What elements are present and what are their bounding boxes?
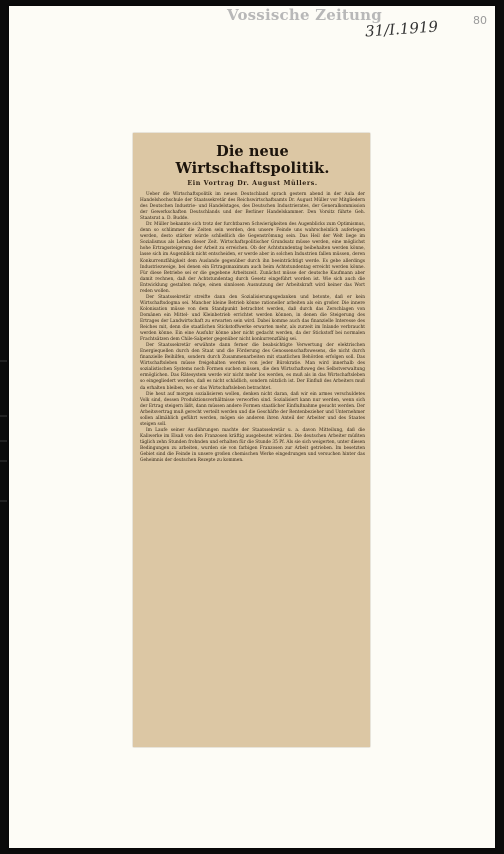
punch-hole-mark: [0, 460, 7, 462]
article-title: Die neue Wirtschaftspolitik.: [175, 143, 330, 177]
newspaper-clipping: [133, 133, 370, 747]
article-paragraph: Ueber die Wirtschaftspolitik im neuen Deutschland sprach gestern abend in der Aula der Handelshochschule der Staatssekretär des Reichswirtschaftsamts Dr. August Müller vor Mitgliedern des Deutschen Industrie- und Handelstages, des Deutschen Industrierates, der Generalkommission der Gewerkschaften Deutschlands und der Berliner Handelskammer. Den Vorsitz führte Geh. Staatsrat a. D. Budde.: [140, 192, 365, 222]
article-subtitle: Ein Vortrag Dr. August Müllers.: [187, 180, 318, 187]
article-paragraph: Im Laufe seiner Ausführungen machte der Staatssekretär u. a. davon Mitteilung, daß die Kaliwerke im Elsaß von den Franzosen kräftig ausgebeutet würden. Die deutschen Arbeiter müßten täglich zehn Stunden frohnden und erhalten für die Stunde 35 Pf. Als sie sich weigerten, unter diesen Bedingungen zu arbeiten, wurden sie von farbigen Franzosen zur Arbeit getrieben. Im besetzten Gebiet sind die Feinde in unsere großen chemischen Werke eingedrungen und versuchen hinter das Geheimnis der deutschen Rezepte zu kommen.: [140, 427, 365, 464]
punch-hole-mark: [0, 500, 7, 502]
clipping-content: [133, 133, 370, 468]
handwritten-date: 31/I.1919: [364, 17, 439, 41]
article-paragraph: Der Staatssekretär streifte dann den Sozialisierungsgedanken und betonte, daß er kein Wirtschaftsdogma sei. Mancher kleine Betrieb könne rationeller arbeiten als ein großer. Die innere Kolonisation müsse von dem Standpunkt betrachtet werden, daß durch das Zerschlagen von Domänen ein Mittel- und Kleinbetrieb errichtet werden können, in denen die Steigerung des Ertrages der Landwirtschaft zu erwarten sein wird. Dabei komme auch das finanzielle Interesse des Reiches mit, denn die staatlichen Stickstoffwerke erwarten mehr, als zurzeit im Inlande verbraucht werden könne. Ein eine Ausfuhr könne aber nicht gedacht werden, da der Stickstoff bei normalen Frachtsätzen dem Chile-Salpeter gegenüber nicht konkurrenzfähig sei.: [140, 294, 365, 343]
newspaper-stamp: Vossische Zeitung: [227, 6, 382, 24]
archive-sheet: [9, 6, 495, 848]
article-paragraph: Dr. Müller bekannte sich trotz der furchtbaren Schwierigkeiten des Augenblicks zum Optimismus, denn so schlimmer die Zeiten sein werden, den unsere Feinde uns wahrscheinlich auferlegen werden, desto stärker würde schließlich die Gegenströmung sein. Das Heil der Welt liege im Sozialismus als Leben dieser Zeit. Wirtschaftspolitischer Grundsatz müsse werden, eine möglichst hohe Ertragssteigerung der Arbeit zu erreichen. Ob der Achtstundentag beibehalten werden könne, lasse sich im Augenblick nicht entscheiden, er werde aber in solchen Industrien fallen müssen, deren Konkurrenzfähigkeit dem Auslande gegenüber durch ihn beeinträchtigt werde. Es gebe allerdings Industriezweige, bei denen ein Ertragsmaximum auch beim Achtstundentag erreicht werden könne. Für diese Betriebe sei er die gegebene Arbeitszeit. Zunächst müsse der deutsche Kaufmann aber damit rechnen, daß der Achtstundentag durch Gesetz eingeführt worden ist. Wie sich auch die Entwicklung gestalten möge, einen sinnlosen Ausnutzung der Arbeitskraft wird keiner das Wort reden wollen.: [140, 222, 365, 294]
punch-hole-mark: [0, 440, 7, 442]
article-paragraph: Die heut auf morgen sozialisieren wollen, denken nicht daran, daß wir ein armes verschuldetes Volk sind, dessen Produktionsverhältnisse verworfen sind. Sozialisiert kann nur werden, wenn sich der Ertrag steigern läßt, dann müssen andere Formen staatlicher Einflußnahme gesucht werden. Der Arbeitsvertrag muß gerecht verteilt werden und die Geschäfte der Rentenbezieher und Unternehmer sollen allmählich geführt werden, mögen sie anderen ihren Anteil der Arbeiter und des Staates steigen soll.: [140, 391, 365, 427]
punch-hole-mark: [0, 415, 7, 417]
article-paragraph: Der Staatssekretär erwähnte dann ferner die beabsichtigte Verwertung der elektrischen Energiequellen durch den Staat und die Förderung des Genossenschaftswesens, die nicht durch finanzielle Beihilfen, sondern durch Zusammenarbeiten mit staatlichen Behörden erfolgen soll. Das Wirtschaftsleben müsse freigehalten werden von jeder Bürokratie. Man wird innerhalb des sozialistischen Systems noch Formen suchen müssen, die den Wirtschaftsweg des Selbstverwaltung ermöglichen. Das Rätesystem werde wir nicht mehr los werden, es muß als in das Wirtschaftsleben so eingegliedert werden, daß es nicht schädlich, sondern nützlich ist. Der Einfluß des Arbeiters muß da erhalten bleiben, wo er das Wirtschaftsleben betrachtet.: [140, 343, 365, 391]
punch-hole-mark: [0, 360, 7, 362]
page-number: 80: [473, 14, 487, 27]
